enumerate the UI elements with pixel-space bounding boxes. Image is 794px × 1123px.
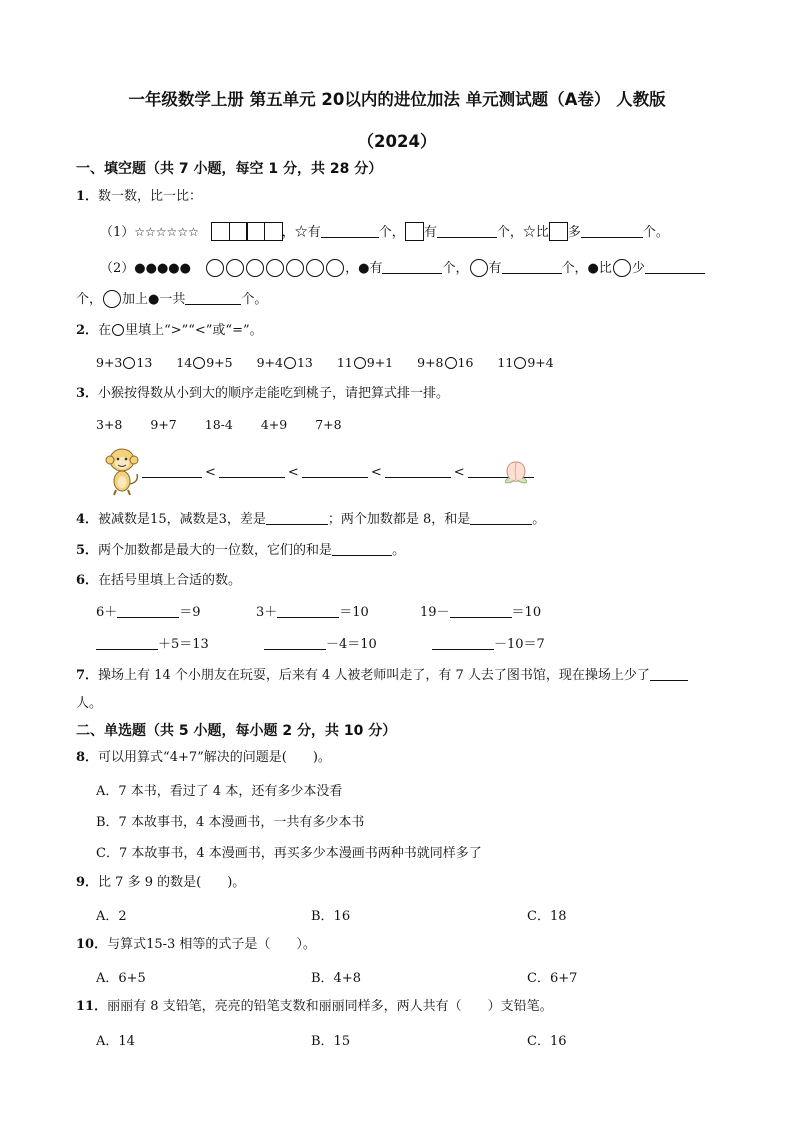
- square-icon: [405, 222, 424, 241]
- question-1-part-2-cont: [76, 290, 267, 309]
- question-1: [76, 188, 202, 206]
- square-icon: [229, 222, 248, 241]
- question-text: ；两个加数都是 8，和是: [327, 512, 471, 527]
- question-text: 小猴按得数从小到大的顺序走能吃到桃子，请把算式排一排。: [98, 386, 450, 401]
- answer-blank[interactable]: [264, 635, 326, 650]
- monkey-icon: [102, 446, 142, 496]
- equation: 6＋ ＝9: [96, 605, 201, 620]
- section2-heading: 二、单选题（共 5 小题，每小题 2 分，共 10 分）: [76, 723, 397, 739]
- answer-blank[interactable]: [437, 223, 497, 238]
- sequence-row: [142, 463, 534, 482]
- compare-circle[interactable]: [123, 357, 135, 369]
- compare-circle[interactable]: [193, 357, 205, 369]
- square-icon: [246, 222, 265, 241]
- option-c[interactable]: C．16: [527, 1034, 567, 1049]
- answer-blank[interactable]: [502, 259, 562, 274]
- question-2-items: [96, 354, 554, 372]
- answer-blank[interactable]: [96, 635, 158, 650]
- peach-icon: [502, 456, 530, 484]
- circle-icon: [613, 259, 631, 277]
- circle-icon: [326, 259, 344, 277]
- answer-blank[interactable]: [142, 463, 202, 478]
- option-c[interactable]: C．7 本故事书，4 本漫画书，再买多少本漫画书两种书就同样多了: [96, 846, 482, 861]
- question-3: [76, 385, 449, 403]
- text: 个，: [442, 261, 469, 276]
- question-10: [76, 936, 316, 954]
- question-11: [76, 998, 553, 1016]
- answer-blank[interactable]: [385, 463, 451, 478]
- text: 个。: [241, 292, 268, 307]
- circle-icon: [306, 259, 324, 277]
- text: ，●有: [345, 261, 383, 276]
- answer-blank[interactable]: [219, 463, 285, 478]
- less-than-sign: <: [370, 465, 382, 480]
- question-number: 7．: [76, 668, 99, 683]
- question-5: [76, 541, 405, 560]
- circle-icon: [112, 324, 124, 336]
- dots-row: ●●●●●: [134, 261, 191, 276]
- text: 有: [488, 261, 502, 276]
- square-icon: [211, 222, 230, 241]
- square-icon: [264, 222, 283, 241]
- question-text: 两个加数都是最大的一位数，它们的和是: [98, 543, 333, 558]
- text: 少: [631, 261, 645, 276]
- circle-icon: [226, 259, 244, 277]
- less-than-sign: <: [287, 465, 299, 480]
- option-a[interactable]: A．7 本书，看过了 4 本，还有多少本没看: [96, 784, 343, 799]
- question-text: 。: [392, 543, 406, 558]
- page-title: 一年级数学上册 第五单元 20以内的进位加法 单元测试题（A卷） 人教版: [128, 90, 666, 109]
- question-2: [76, 322, 263, 340]
- question-3-exprs: [96, 416, 342, 434]
- question-number: 5．: [76, 543, 99, 558]
- expression: 7+8: [315, 417, 342, 432]
- circle-icon: [470, 259, 488, 277]
- compare-circle[interactable]: [354, 357, 366, 369]
- question-text: 在括号里填上合适的数。: [98, 573, 242, 588]
- circle-icon: [286, 259, 304, 277]
- part-label: （1）: [100, 225, 135, 240]
- compare-item: 9+8 16: [417, 355, 474, 370]
- question-7: [76, 666, 688, 685]
- expression: 4+9: [260, 417, 288, 432]
- option-a[interactable]: A．14: [96, 1034, 135, 1049]
- question-4: [76, 510, 545, 529]
- section1-heading: 一、填空题（共 7 小题，每空 1 分，共 28 分）: [76, 161, 383, 177]
- answer-blank[interactable]: [266, 510, 328, 525]
- circle-icon: [206, 259, 224, 277]
- equation: －10＝7: [432, 637, 545, 652]
- question-text: 与算式15-3 相等的式子是（ ）。: [107, 937, 316, 952]
- equation: 3＋ ＝10: [256, 605, 369, 620]
- answer-blank[interactable]: [432, 635, 494, 650]
- question-1-part-2: [100, 259, 705, 278]
- question-number: 4．: [76, 512, 99, 527]
- question-text: 里填上“>”“<”或“=”。: [125, 323, 263, 338]
- text: 多: [567, 225, 581, 240]
- compare-item: 14 9+5: [176, 355, 233, 370]
- circle-icon: [246, 259, 264, 277]
- text: ，☆有: [281, 225, 321, 240]
- option-a[interactable]: A．6+5: [96, 971, 146, 986]
- answer-blank[interactable]: [581, 223, 643, 238]
- text: 个。: [642, 225, 669, 240]
- part-label: （2）: [100, 261, 135, 276]
- text: 个，☆比: [496, 225, 549, 240]
- answer-blank[interactable]: [185, 290, 241, 305]
- question-text: 人。: [76, 696, 103, 711]
- page-title-year: （2024）: [357, 132, 437, 151]
- question-number: 10．: [76, 937, 108, 952]
- option-c[interactable]: C．6+7: [527, 971, 578, 986]
- question-1-part-1: [100, 222, 669, 242]
- option-b[interactable]: B．7 本故事书，4 本漫画书，一共有多少本书: [96, 815, 365, 830]
- question-number: 8．: [76, 750, 99, 765]
- answer-blank[interactable]: [277, 603, 339, 618]
- text: 个，: [378, 225, 405, 240]
- compare-item: 11 9+4: [497, 355, 554, 370]
- compare-circle[interactable]: [514, 357, 526, 369]
- question-text: 。: [532, 512, 546, 527]
- circle-icon: [103, 290, 121, 308]
- text: 加上●一共: [122, 292, 186, 307]
- question-9: [76, 874, 245, 892]
- equation: ＋5＝13: [96, 635, 264, 654]
- question-6-row-2: [96, 635, 545, 654]
- stars-row: ☆☆☆☆☆☆: [134, 225, 199, 239]
- question-number: 6．: [76, 573, 99, 588]
- answer-blank[interactable]: [645, 259, 705, 274]
- compare-item: 9+4 13: [256, 355, 313, 370]
- compare-circle[interactable]: [284, 357, 296, 369]
- question-text: 数一数，比一比：: [98, 189, 203, 204]
- circles-group: [205, 261, 345, 276]
- question-number: 1．: [76, 189, 99, 204]
- compare-circle[interactable]: [445, 357, 457, 369]
- less-than-sign: <: [453, 465, 465, 480]
- question-8: [76, 749, 331, 767]
- answer-blank[interactable]: [382, 259, 442, 274]
- question-text: 丽丽有 8 支铅笔，亮亮的铅笔支数和丽丽同样多，两人共有（ ）支铅笔。: [107, 999, 553, 1014]
- question-text: 被减数是15，减数是3，差是: [98, 512, 266, 527]
- answer-blank[interactable]: [450, 603, 512, 618]
- answer-blank[interactable]: [470, 510, 532, 525]
- answer-blank[interactable]: [321, 223, 379, 238]
- question-text: 在: [98, 323, 112, 338]
- equation: －4＝10: [264, 635, 432, 654]
- expression: 18-4: [204, 417, 233, 432]
- squares-group: [211, 222, 282, 241]
- question-number: 2．: [76, 323, 99, 338]
- answer-blank[interactable]: [117, 603, 179, 618]
- question-text: 操场上有 14 个小朋友在玩耍，后来有 4 人被老师叫走了，有 7 人去了图书馆，现在操场上少了: [98, 668, 650, 683]
- text: 有: [423, 225, 437, 240]
- option-c[interactable]: C．18: [527, 909, 567, 924]
- answer-blank[interactable]: [650, 666, 688, 681]
- question-number: 3．: [76, 386, 99, 401]
- answer-blank[interactable]: [332, 541, 392, 556]
- less-than-sign: <: [205, 465, 216, 480]
- square-icon: [549, 222, 568, 241]
- compare-item: 11 9+1: [336, 355, 394, 370]
- option-b[interactable]: B．16: [311, 909, 351, 924]
- question-number: 11．: [76, 999, 108, 1014]
- answer-blank[interactable]: [302, 463, 368, 478]
- expression: 9+7: [150, 417, 177, 432]
- equation: 19－ ＝10: [420, 605, 542, 620]
- text: 个，●比: [561, 261, 612, 276]
- expression: 3+8: [96, 417, 123, 432]
- question-text: 可以用算式“4+7”解决的问题是( )。: [98, 750, 331, 765]
- question-text: 比 7 多 9 的数是( )。: [98, 875, 246, 890]
- text: 个，: [76, 292, 103, 307]
- question-number: 9．: [76, 875, 99, 890]
- question-6: [76, 572, 241, 590]
- option-b[interactable]: B．15: [311, 1034, 351, 1049]
- option-b[interactable]: B．4+8: [311, 971, 361, 986]
- circle-icon: [266, 259, 284, 277]
- option-a[interactable]: A．2: [96, 909, 127, 924]
- question-7-cont: [76, 695, 102, 713]
- compare-item: 9+3 13: [96, 355, 153, 370]
- question-6-row-1: [96, 603, 541, 622]
